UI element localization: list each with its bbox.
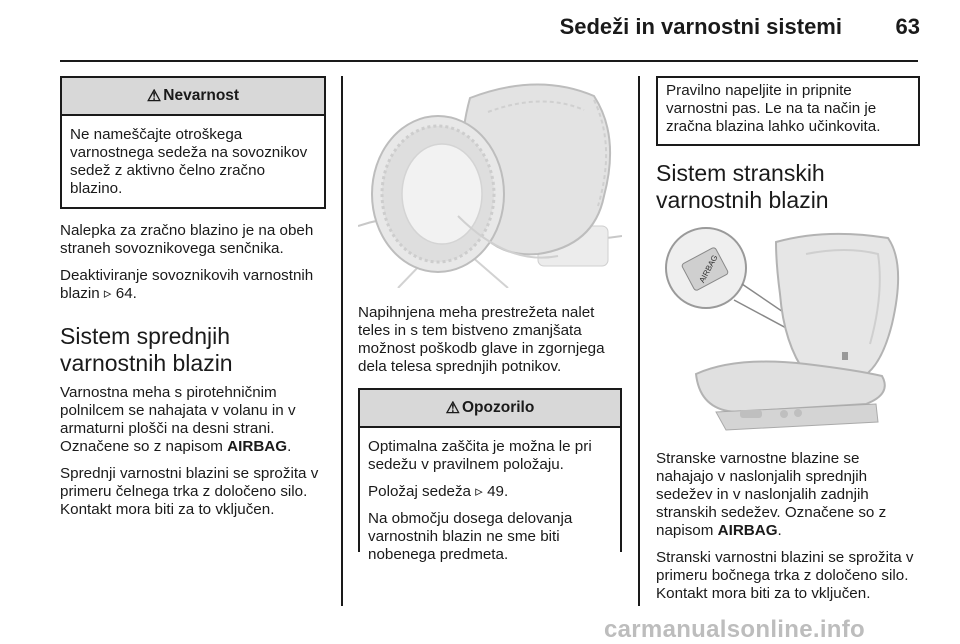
period: . [287,438,292,455]
front-airbag-trigger-paragraph: Sprednji varnostni blazini se sprožita v primeru čelnega trka z določeno silo. Kontakt mora biti za to vključen. [60,465,319,518]
column-divider [341,76,343,606]
page-header-title: Sedeži in varnostni sistemi [559,14,842,39]
caution-text-1: Optimalna zaščita je možna le pri sedežu v pravilnem položaju. [368,438,592,473]
header-rule [60,60,918,62]
caution-text-2 [368,483,612,501]
side-airbag-seat-illustration [656,224,920,436]
airbag-label: AIRBAG [717,522,778,539]
side-airbag-text: Stranske varnostne blazine se nahajajo v naslonjalih sprednjih sedežev in v naslonjalih zadnjih stranskih sedežev. Označene so z napisom [656,450,887,539]
warning-triangle-icon: ⚠ [146,88,162,105]
danger-warning-text: Ne nameščajte otroškega varnostnega sedeža na sovoznikov sedež z aktivno čelno zračno blazino. [70,126,308,197]
caution-warning-header [360,390,620,428]
caution-warning-title: Opozorilo [462,399,535,416]
page-reference-icon: ▹ [103,285,112,302]
side-airbag-heading: Sistem stranskih varnostnih blazin [656,160,829,213]
side-airbag-seat-illustration-svg [656,224,920,436]
sticker-paragraph: Nalepka za zračno blazino je na obeh straneh sovoznikovega senčnika. [60,222,314,257]
watermark: carmanualsonline.info [604,616,866,643]
caution-warning-box [358,388,622,563]
danger-warning-header [62,78,324,116]
seat-position-page-ref[interactable]: 49. [487,483,509,500]
front-airbag-heading: Sistem sprednjih varnostnih blazin [60,323,233,376]
page-reference-icon: ▹ [475,483,483,500]
deactivation-page-ref[interactable]: 64. [115,285,137,302]
column-2 [358,76,622,563]
seat-position-text: Položaj sedeža [368,483,472,500]
deactivation-text: Deaktiviranje sovoznikovih varnostnih blazin [60,267,314,302]
danger-warning-box [60,76,326,209]
airbag-label: AIRBAG [227,438,288,455]
front-airbags-illustration [358,76,622,288]
warning-triangle-icon: ⚠ [445,400,460,417]
front-airbag-paragraph [60,384,326,456]
column-3 [656,76,920,603]
front-airbag-text: Varnostna meha s pirotehničnim polnilcem se nahajata v volanu in v armaturni plošči na desni strani. Označene so z napisom [60,384,296,455]
danger-warning-body [62,116,324,207]
airbag-sticker-text: AIRBAG [697,253,720,285]
column-divider [638,76,640,606]
seatbelt-note-box [656,76,920,146]
danger-warning-title: Nevarnost [163,87,240,104]
front-airbags-illustration-svg [358,76,622,288]
side-airbag-trigger-paragraph: Stranski varnostni blazini se sprožita v primeru bočnega trka z določeno silo. Kontakt mora biti za to vključen. [656,549,914,602]
period: . [777,522,782,539]
column-1 [60,76,326,519]
deactivation-paragraph [60,267,326,303]
seatbelt-note-text: Pravilno napeljite in pripnite varnostni pas. Le na ta način je zračna blazina lahko učinkovita. [666,82,881,135]
page-number: 63 [895,14,920,39]
caution-text-3: Na območju dosega delovanja varnostnih blazin ne sme biti nobenega predmeta. [368,510,573,563]
front-airbag-caption: Napihnjena meha prestrežeta nalet teles in s tem bistveno zmanjšata možnost poškodb glave in zgornjega dela telesa sprednjih potnikov. [358,304,605,375]
caution-warning-body [360,428,620,573]
side-airbag-paragraph [656,450,920,540]
